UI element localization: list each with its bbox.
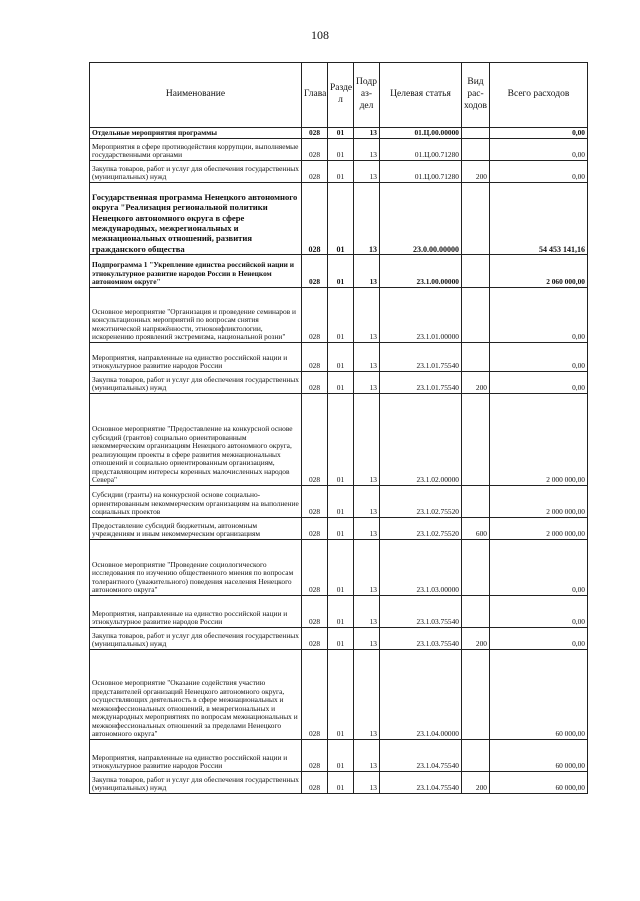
page-number: 108 bbox=[311, 28, 329, 42]
row-total: 0,00 bbox=[490, 372, 588, 394]
row-total: 60 000,00 bbox=[490, 740, 588, 772]
row-name: Закупка товаров, работ и услуг для обеспечения государственных (муниципальных) нужд bbox=[90, 772, 302, 794]
row-total: 0,00 bbox=[490, 139, 588, 161]
row-name: Государственная программа Ненецкого автономного округа "Реализация региональной политики Ненецкого автономного округа в сфере международных, межрегиональных и межнациональных отношений, развития гражданского общества bbox=[90, 183, 302, 255]
table-row bbox=[90, 343, 588, 372]
header-name: Наименование bbox=[90, 63, 302, 128]
row-chapter: 028 bbox=[302, 255, 328, 288]
row-expense-type bbox=[462, 650, 490, 740]
row-name: Подпрограмма 1 "Укрепление единства российской нации и этнокультурное развитие народов России в Ненецком автономном округе" bbox=[90, 255, 302, 288]
row-chapter: 028 bbox=[302, 343, 328, 372]
row-subsection: 13 bbox=[354, 394, 380, 486]
row-chapter: 028 bbox=[302, 372, 328, 394]
table-row bbox=[90, 288, 588, 343]
header-section: Разде л bbox=[328, 63, 354, 128]
row-expense-type bbox=[462, 740, 490, 772]
row-chapter: 028 bbox=[302, 183, 328, 255]
row-target: 23.1.04.00000 bbox=[380, 650, 462, 740]
table-row bbox=[90, 394, 588, 486]
row-name: Основное мероприятие "Оказание содействия участию представителей организаций Ненецкого автономного округа, осуществляющих деятельность в сфере межнациональных и межконфессиональных отношений, в межрегиональных и международных мероприятиях по вопросам межнациональных и межконфессиональных отношений за пределами Ненецкого автономного округа" bbox=[90, 650, 302, 740]
row-section: 01 bbox=[328, 128, 354, 139]
row-chapter: 028 bbox=[302, 161, 328, 183]
row-expense-type bbox=[462, 486, 490, 518]
row-chapter: 028 bbox=[302, 596, 328, 628]
row-subsection: 13 bbox=[354, 628, 380, 650]
row-subsection: 13 bbox=[354, 139, 380, 161]
row-total: 0,00 bbox=[490, 288, 588, 343]
row-chapter: 028 bbox=[302, 772, 328, 794]
row-target: 23.1.04.75540 bbox=[380, 740, 462, 772]
row-name: Основное мероприятие "Организация и проведение семинаров и консультационных мероприятий по вопросам снятия межэтнической напряжённости, этноконфликтологии, искоренению проявлений экстремизма, национальной розни" bbox=[90, 288, 302, 343]
row-chapter: 028 bbox=[302, 650, 328, 740]
row-name: Закупка товаров, работ и услуг для обеспечения государственных (муниципальных) нужд bbox=[90, 161, 302, 183]
row-chapter: 028 bbox=[302, 288, 328, 343]
table-row bbox=[90, 772, 588, 794]
row-chapter: 028 bbox=[302, 518, 328, 540]
row-subsection: 13 bbox=[354, 288, 380, 343]
row-subsection: 13 bbox=[354, 486, 380, 518]
row-section: 01 bbox=[328, 772, 354, 794]
row-expense-type bbox=[462, 183, 490, 255]
table-row bbox=[90, 518, 588, 540]
row-total: 0,00 bbox=[490, 161, 588, 183]
row-target: 23.1.04.75540 bbox=[380, 772, 462, 794]
row-target: 23.1.00.00000 bbox=[380, 255, 462, 288]
row-expense-type bbox=[462, 596, 490, 628]
row-section: 01 bbox=[328, 596, 354, 628]
row-subsection: 13 bbox=[354, 128, 380, 139]
row-name: Основное мероприятие "Проведение социологического исследования по изучению общественного мнения по вопросам толерантного (уважительного) поведения населения Ненецкого автономного округа" bbox=[90, 540, 302, 596]
row-total: 0,00 bbox=[490, 540, 588, 596]
row-section: 01 bbox=[328, 161, 354, 183]
row-name: Мероприятия, направленные на единство российской нации и этнокультурное развитие народов России bbox=[90, 740, 302, 772]
table-row bbox=[90, 372, 588, 394]
row-section: 01 bbox=[328, 540, 354, 596]
row-section: 01 bbox=[328, 486, 354, 518]
row-expense-type bbox=[462, 540, 490, 596]
table-row bbox=[90, 740, 588, 772]
row-subsection: 13 bbox=[354, 343, 380, 372]
row-expense-type: 200 bbox=[462, 772, 490, 794]
row-subsection: 13 bbox=[354, 772, 380, 794]
table-row bbox=[90, 540, 588, 596]
row-chapter: 028 bbox=[302, 740, 328, 772]
row-name: Мероприятия, направленные на единство российской нации и этнокультурное развитие народов России bbox=[90, 596, 302, 628]
row-total: 60 000,00 bbox=[490, 650, 588, 740]
row-chapter: 028 bbox=[302, 540, 328, 596]
row-total: 0,00 bbox=[490, 343, 588, 372]
row-expense-type: 600 bbox=[462, 518, 490, 540]
row-name: Закупка товаров, работ и услуг для обеспечения государственных (муниципальных) нужд bbox=[90, 628, 302, 650]
row-total: 54 453 141,16 bbox=[490, 183, 588, 255]
row-subsection: 13 bbox=[354, 650, 380, 740]
row-section: 01 bbox=[328, 139, 354, 161]
row-expense-type: 200 bbox=[462, 161, 490, 183]
row-section: 01 bbox=[328, 343, 354, 372]
row-section: 01 bbox=[328, 650, 354, 740]
table-row bbox=[90, 255, 588, 288]
row-total: 2 000 000,00 bbox=[490, 394, 588, 486]
row-subsection: 13 bbox=[354, 540, 380, 596]
row-total: 0,00 bbox=[490, 628, 588, 650]
header-chapter: Глава bbox=[302, 63, 328, 128]
row-target: 23.1.01.75540 bbox=[380, 372, 462, 394]
header-subsection: Подр аз- дел bbox=[354, 63, 380, 128]
header-expense-type: Вид рас- ходов bbox=[462, 63, 490, 128]
row-total: 0,00 bbox=[490, 128, 588, 139]
row-target: 23.1.02.75520 bbox=[380, 486, 462, 518]
row-section: 01 bbox=[328, 183, 354, 255]
header-total: Всего расходов bbox=[490, 63, 588, 128]
row-name: Мероприятия в сфере противодействия коррупции, выполняемые государственными органами bbox=[90, 139, 302, 161]
row-target: 01.Ц.00.00000 bbox=[380, 128, 462, 139]
row-expense-type: 200 bbox=[462, 372, 490, 394]
row-target: 23.1.01.00000 bbox=[380, 288, 462, 343]
row-target: 23.1.03.00000 bbox=[380, 540, 462, 596]
row-section: 01 bbox=[328, 288, 354, 343]
table-row bbox=[90, 486, 588, 518]
row-subsection: 13 bbox=[354, 161, 380, 183]
row-subsection: 13 bbox=[354, 518, 380, 540]
row-total: 2 000 000,00 bbox=[490, 486, 588, 518]
row-target: 23.0.00.00000 bbox=[380, 183, 462, 255]
row-subsection: 13 bbox=[354, 255, 380, 288]
row-chapter: 028 bbox=[302, 628, 328, 650]
row-name: Мероприятия, направленные на единство российской нации и этнокультурное развитие народов России bbox=[90, 343, 302, 372]
budget-table bbox=[89, 62, 588, 794]
row-target: 23.1.03.75540 bbox=[380, 628, 462, 650]
row-name: Предоставление субсидий бюджетным, автономным учреждениям и иным некоммерческим организациям bbox=[90, 518, 302, 540]
row-section: 01 bbox=[328, 372, 354, 394]
table-row bbox=[90, 128, 588, 139]
table-row bbox=[90, 650, 588, 740]
row-target: 23.1.02.00000 bbox=[380, 394, 462, 486]
row-total: 0,00 bbox=[490, 596, 588, 628]
row-total: 2 060 000,00 bbox=[490, 255, 588, 288]
header-row bbox=[90, 63, 588, 128]
row-expense-type bbox=[462, 394, 490, 486]
row-name: Субсидии (гранты) на конкурсной основе социально-ориентированным некоммерческим организациям на выполнение социальных проектов bbox=[90, 486, 302, 518]
row-target: 23.1.02.75520 bbox=[380, 518, 462, 540]
row-section: 01 bbox=[328, 255, 354, 288]
row-section: 01 bbox=[328, 628, 354, 650]
row-target: 23.1.03.75540 bbox=[380, 596, 462, 628]
row-subsection: 13 bbox=[354, 740, 380, 772]
row-subsection: 13 bbox=[354, 183, 380, 255]
row-expense-type bbox=[462, 139, 490, 161]
table-row bbox=[90, 596, 588, 628]
row-section: 01 bbox=[328, 740, 354, 772]
row-target: 01.Ц.00.71280 bbox=[380, 161, 462, 183]
row-chapter: 028 bbox=[302, 128, 328, 139]
row-subsection: 13 bbox=[354, 372, 380, 394]
row-section: 01 bbox=[328, 518, 354, 540]
row-total: 2 000 000,00 bbox=[490, 518, 588, 540]
row-name: Основное мероприятие "Предоставление на конкурсной основе субсидий (грантов) социально ориентированным некоммерческим организациям Ненецкого автономного округа, реализующим проекты в сфере развития межнациональных отношений и социально ориентированным организациям, представляющим интересы коренных малочисленных народов Севера" bbox=[90, 394, 302, 486]
row-total: 60 000,00 bbox=[490, 772, 588, 794]
row-name: Отдельные мероприятия программы bbox=[90, 128, 302, 139]
row-expense-type bbox=[462, 343, 490, 372]
table-row bbox=[90, 139, 588, 161]
row-chapter: 028 bbox=[302, 139, 328, 161]
row-expense-type bbox=[462, 288, 490, 343]
header-target: Целевая статья bbox=[380, 63, 462, 128]
table-row bbox=[90, 161, 588, 183]
row-expense-type bbox=[462, 128, 490, 139]
table-row bbox=[90, 628, 588, 650]
row-chapter: 028 bbox=[302, 486, 328, 518]
row-name: Закупка товаров, работ и услуг для обеспечения государственных (муниципальных) нужд bbox=[90, 372, 302, 394]
row-target: 01.Ц.00.71280 bbox=[380, 139, 462, 161]
row-chapter: 028 bbox=[302, 394, 328, 486]
row-expense-type: 200 bbox=[462, 628, 490, 650]
row-target: 23.1.01.75540 bbox=[380, 343, 462, 372]
table-row bbox=[90, 183, 588, 255]
row-expense-type bbox=[462, 255, 490, 288]
row-subsection: 13 bbox=[354, 596, 380, 628]
row-section: 01 bbox=[328, 394, 354, 486]
